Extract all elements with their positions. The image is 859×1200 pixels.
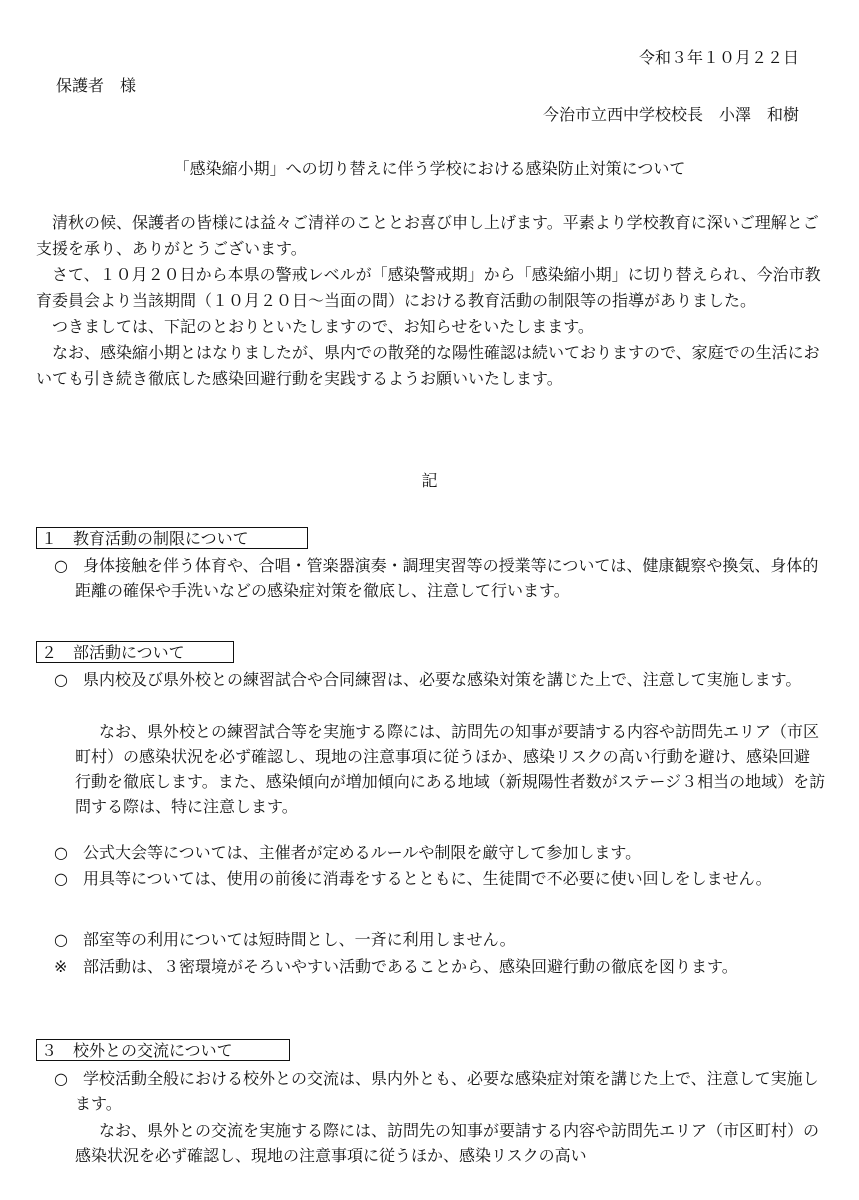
intro-paragraph: 清秋の候、保護者の皆様には益々ご清祥のこととお喜び申し上げます。平素より学校教育に深いご理解とご支援を承り、ありがとうございます。 — [36, 213, 819, 258]
intro-paragraph: なお、感染縮小期とはなりましたが、県内での散発的な陽性確認は続いておりますので、家庭での生活においても引き続き徹底した感染回避行動を実践するようお願いいたします。 — [36, 343, 820, 388]
list-item-text: 学校活動全般における校外との交流は、県内外とも、必要な感染症対策を講じた上で、注意して実施します。 — [75, 1069, 819, 1113]
list-marker: ○ — [54, 930, 68, 949]
recipient: 保護者 様 — [56, 76, 137, 95]
list-marker: ○ — [54, 670, 68, 689]
list-item-text: なお、県外との交流を実施する際には、訪問先の知事が要請する内容や訪問先エリア（市区町村）の感染状況を必ず確認し、現地の注意事項に従うほか、感染リスクの高い — [75, 1121, 820, 1165]
document-title: 「感染縮小期」への切り替えに伴う学校における感染防止対策について — [173, 159, 686, 178]
list-marker: ○ — [54, 1069, 68, 1088]
document-date: 令和３年１０月２２日 — [638, 48, 799, 67]
list-item-text: 身体接触を伴う体育や、合唱・管楽器演奏・調理実習等の授業等については、健康観察や換気、身体的距離の確保や手洗いなどの感染症対策を徹底し、注意して行います。 — [75, 556, 819, 600]
intro-paragraph: つきましては、下記のとおりといたしますので、お知らせをいたしまます。 — [52, 317, 594, 336]
section-heading: ３ 校外との交流について — [36, 1039, 290, 1061]
list-marker: ○ — [54, 869, 68, 888]
list-item-text: 部活動は、３密環境がそろいやすい活動であることから、感染回避行動の徹底を図ります。 — [83, 957, 738, 976]
section-heading: １ 教育活動の制限について — [36, 527, 308, 549]
intro-paragraph: さて、１０月２０日から本県の警戒レベルが「感染警戒期」から「感染縮小期」に切り替えられ、今治市教育委員会より当該期間（１０月２０日～当面の間）における教育活動の制限等の指導がありました。 — [36, 265, 821, 310]
list-item-text: 部室等の利用については短時間とし、一斉に利用しません。 — [83, 930, 516, 949]
list-marker: ○ — [54, 843, 68, 862]
list-marker: ※ — [54, 957, 68, 976]
list-item-text: 県内校及び県外校との練習試合や合同練習は、必要な感染対策を講じた上で、注意して実施します。 — [83, 670, 802, 689]
sender: 今治市立西中学校校長 小澤 和樹 — [542, 105, 799, 124]
intro-body — [36, 210, 826, 392]
ki-marker: 記 — [421, 471, 438, 490]
section-heading: ２ 部活動について — [36, 641, 234, 663]
list-item-text: なお、県外校との練習試合等を実施する際には、訪問先の知事が要請する内容や訪問先エリア（市区町村）の感染状況を必ず確認し、現地の注意事項に従うほか、感染リスクの高い行動を避け、感染回避行動を徹底します。また、感染傾向が増加傾向にある地域（新規陽性者数がステージ３相当の地域）を訪問する際は、特に注意します。 — [75, 722, 826, 816]
list-item-text: 用具等については、使用の前後に消毒をするとともに、生徒間で不必要に使い回しをしません。 — [83, 869, 772, 888]
list-item-text: 公式大会等については、主催者が定めるルールや制限を厳守して参加します。 — [83, 843, 642, 862]
list-marker: ○ — [54, 556, 68, 575]
